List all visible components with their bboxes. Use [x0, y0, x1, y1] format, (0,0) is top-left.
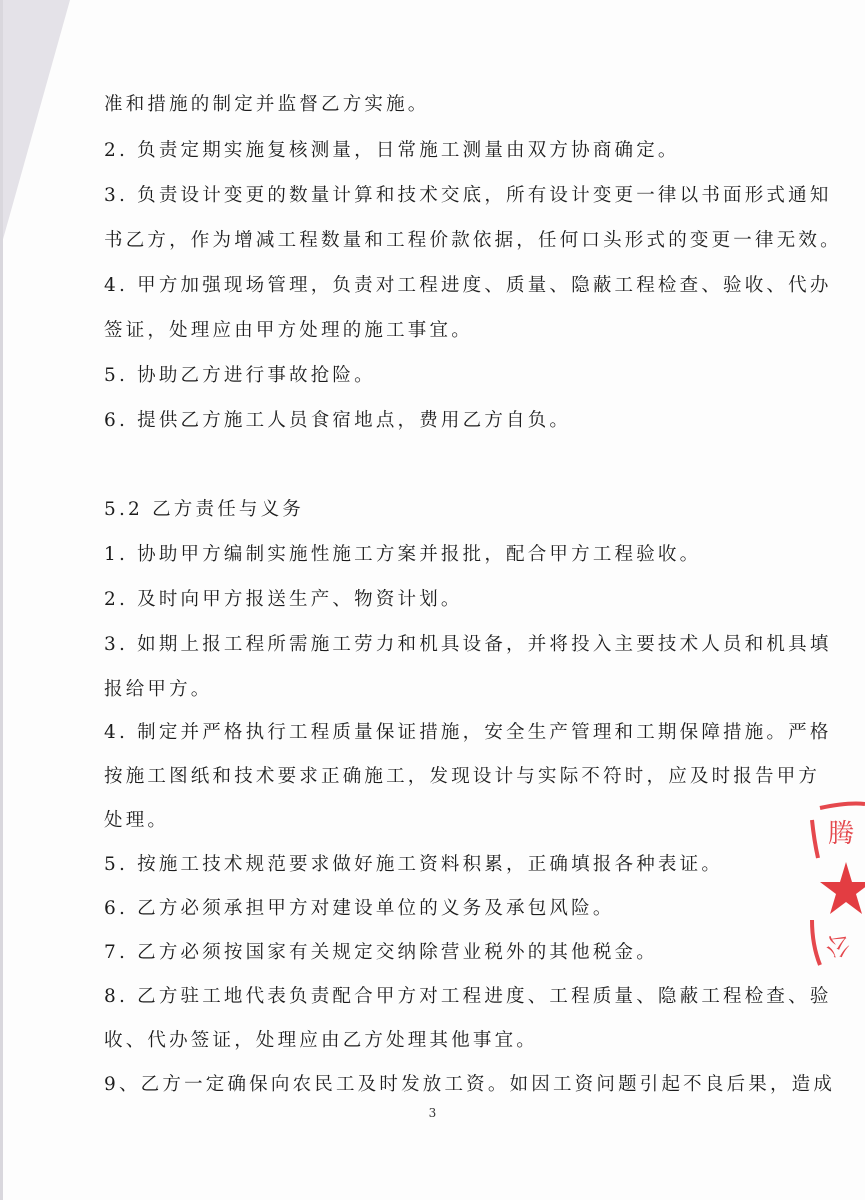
text-line-1: 准和措施的制定并监督乙方实施。	[104, 94, 430, 115]
text-line-2: 2. 负责定期实施复核测量，日常施工测量由双方协商确定。	[104, 140, 680, 161]
folded-corner	[0, 0, 70, 250]
text-line-17: 6. 乙方必须承担甲方对建设单位的义务及承包风险。	[104, 898, 615, 919]
text-line-8: 6. 提供乙方施工人员食宿地点，费用乙方自负。	[104, 410, 572, 431]
text-line-10: 2. 及时向甲方报送生产、物资计划。	[104, 589, 463, 610]
text-line-16: 5. 按施工技术规范要求做好施工资料积累，正确填报各种表证。	[104, 854, 724, 875]
page-number: 3	[428, 1106, 437, 1120]
seal-star-icon	[820, 862, 865, 914]
text-line-21: 9、乙方一定确保向农民工及时发放工资。如因工资问题引起不良后果，造成	[104, 1074, 836, 1095]
text-line-12: 报给甲方。	[104, 679, 213, 700]
text-line-15: 处理。	[104, 810, 170, 831]
text-line-5: 4. 甲方加强现场管理，负责对工程进度、质量、隐蔽工程检查、验收、代办	[104, 275, 832, 296]
text-line-6: 签证，处理应由甲方处理的施工事宜。	[104, 320, 473, 341]
company-seal	[808, 800, 865, 970]
text-line-7: 5. 协助乙方进行事故抢险。	[104, 365, 376, 386]
text-line-19: 8. 乙方驻工地代表负责配合甲方对工程进度、工程质量、隐蔽工程检查、验	[104, 986, 832, 1007]
text-line-13: 4. 制定并严格执行工程质量保证措施，安全生产管理和工期保障措施。严格	[104, 722, 832, 743]
text-line-9: 1. 协助甲方编制实施性施工方案并报批，配合甲方工程验收。	[104, 544, 702, 565]
section-heading: 5.2 乙方责任与义务	[104, 499, 305, 520]
text-line-14: 按施工图纸和技术要求正确施工，发现设计与实际不符时，应及时报告甲方	[104, 766, 821, 787]
seal-text-bottom: 公	[826, 932, 850, 960]
text-line-20: 收、代办签证，处理应由乙方处理其他事宜。	[104, 1030, 539, 1051]
text-line-18: 7. 乙方必须按国家有关规定交纳除营业税外的其他税金。	[104, 942, 658, 963]
text-line-11: 3. 如期上报工程所需施工劳力和机具设备，并将投入主要技术人员和机具填	[104, 634, 832, 655]
text-line-3: 3. 负责设计变更的数量计算和技术交底，所有设计变更一律以书面形式通知	[104, 185, 832, 206]
seal-text-top: 腾	[828, 819, 855, 849]
text-line-4: 书乙方，作为增减工程数量和工程价款依据，任何口头形式的变更一律无效。	[104, 230, 842, 251]
